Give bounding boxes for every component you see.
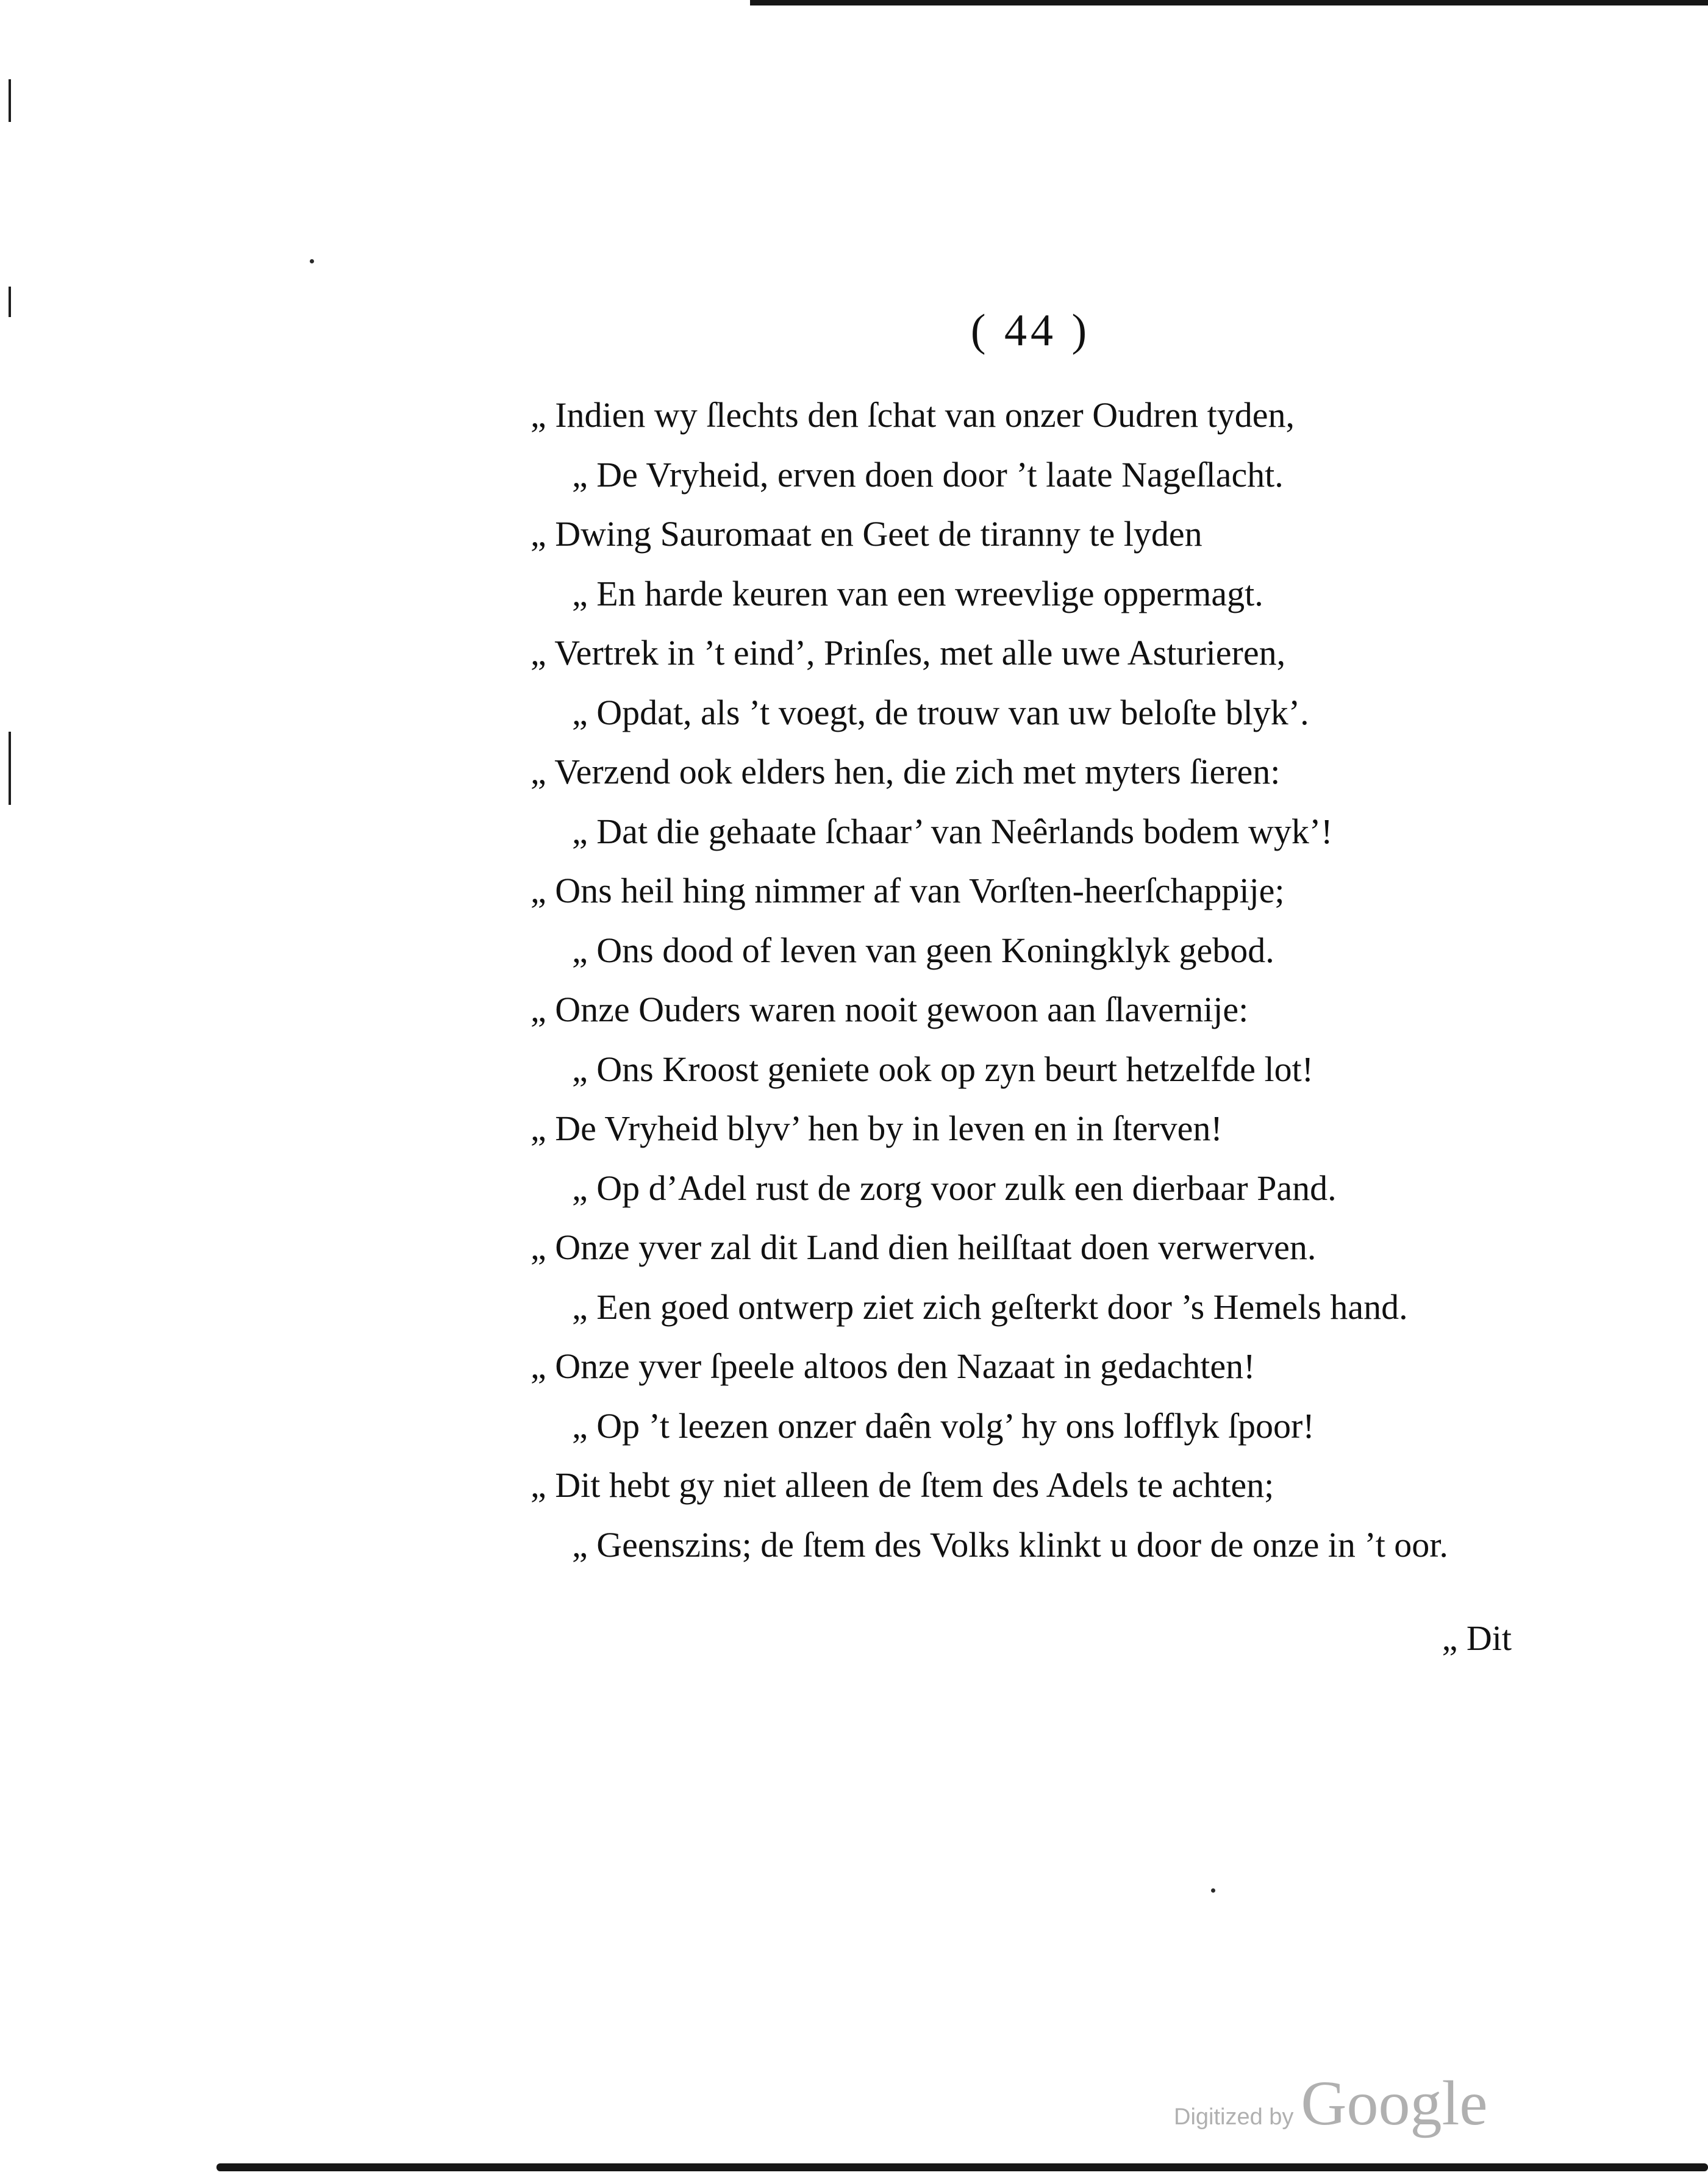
watermark-brand-logo: Google [1301,2068,1488,2138]
verse-line: „ Een goed ontwerp ziet zich geſterkt door ’s Hemels hand. [572,1287,1408,1327]
verse-line: „ Op ’t leezen onzer daên volg’ hy ons lofflyk ſpoor! [572,1405,1315,1446]
catchword: „ Dit [1442,1618,1512,1658]
verse-line: „ Onze yver ſpeele altoos den Nazaat in gedachten! [531,1346,1256,1386]
digitization-watermark [1174,2067,1488,2140]
poem-verse [531,385,1518,1574]
verse-line: „ Dwing Sauromaat en Geet de tiranny te lyden [531,514,1202,554]
verse-line: „ Onze yver zal dit Land dien heilſtaat doen verwerven. [531,1227,1317,1267]
bottom-page-edge-rule [216,2163,1708,2171]
verse-line: „ Dat die gehaate ſchaar’ van Neêrlands bodem wyk’! [572,811,1333,851]
verse-line: „ Dit hebt gy niet alleen de ſtem des Adels te achten; [531,1465,1274,1505]
page-number: ( 44 ) [970,305,1091,355]
top-page-edge-rule [750,0,1708,5]
verse-line: „ Onze Ouders waren nooit gewoon aan ſlavernije: [531,990,1249,1029]
verse-line: „ Ons Kroost geniete ook op zyn beurt hetzelfde lot! [572,1049,1314,1089]
verse-line: „ Verzend ook elders hen, die zich met myters ſieren: [531,752,1281,791]
verse-line: „ De Vryheid, erven doen door ’t laate Nageſlacht. [572,454,1284,495]
verse-line: „ Geenszins; de ſtem des Volks klinkt u door de onze in ’t oor. [572,1524,1448,1565]
paper-speck [310,259,314,263]
verse-line: „ Op d’Adel rust de zorg voor zulk een dierbaar Pand. [572,1168,1337,1208]
left-binding-mark [9,732,11,805]
verse-line: „ Ons heil hing nimmer af van Vorſten-heerſchappije; [531,871,1285,910]
verse-line: „ Indien wy ſlechts den ſchat van onzer Oudren tyden, [531,395,1295,435]
verse-line: „ Opdat, als ’t voegt, de trouw van uw beloſte blyk’. [572,692,1309,732]
verse-line: „ En harde keuren van een wreevlige oppermagt. [572,573,1263,613]
left-binding-mark [9,287,11,317]
watermark-prefix: Digitized by [1174,2104,1294,2130]
verse-line: „ Ons dood of leven van geen Koningklyk gebod. [572,930,1274,970]
verse-line: „ De Vryheid blyv’ hen by in leven en in ſterven! [531,1109,1223,1148]
left-binding-mark [9,79,11,122]
paper-speck [1211,1888,1215,1893]
verse-line: „ Vertrek in ’t eind’, Prinſes, met alle uwe Asturieren, [531,633,1286,673]
